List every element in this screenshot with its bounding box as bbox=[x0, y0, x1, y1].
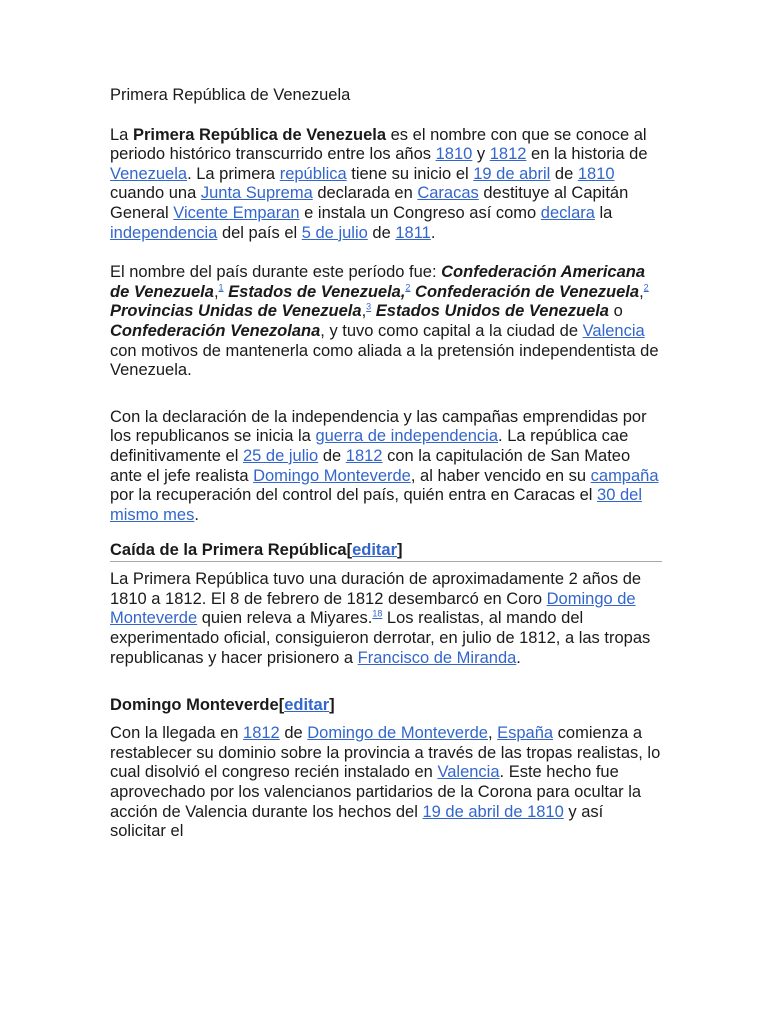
link-domingo-monteverde[interactable]: Domingo Monteverde bbox=[253, 466, 411, 485]
link-valencia[interactable]: Valencia bbox=[582, 321, 645, 340]
text: Con la declaración de la independencia y las campañas emprendidas por los republicanos se inicia la bbox=[110, 407, 647, 446]
text: declarada en bbox=[312, 184, 418, 203]
link-1812-third[interactable]: 1812 bbox=[243, 724, 280, 743]
document-body bbox=[110, 86, 662, 842]
names-paragraph bbox=[110, 263, 662, 381]
text: , al haber vencido en su bbox=[410, 466, 591, 485]
text: destituye al Capitán General bbox=[110, 184, 629, 222]
text: comienza a restablecer su dominio sobre la provincia a través de las tropas realistas, lo cual disolvió el congreso recién instalado en bbox=[110, 724, 661, 782]
text: El nombre del país durante este período fue: bbox=[110, 263, 442, 282]
text: Los realistas, al mando del experimentado oficial, consiguieron derrotar, en julio de 1812, a las tropas republicanas y hacer prisionero a bbox=[110, 609, 651, 667]
link-independencia[interactable]: independencia bbox=[110, 223, 218, 242]
article-subject: Primera República de Venezuela bbox=[132, 125, 387, 144]
link-guerra-de-independencia[interactable]: guerra de independencia bbox=[315, 427, 499, 446]
link-30-del-mismo-mes[interactable]: 30 del mismo mes bbox=[110, 486, 643, 524]
link-valencia-second[interactable]: Valencia bbox=[437, 763, 500, 782]
text: y así solicitar el bbox=[110, 802, 604, 841]
intro-paragraph bbox=[110, 126, 662, 244]
country-name: Confederación Americana de Venezuela bbox=[110, 263, 646, 301]
link-1810[interactable]: 1810 bbox=[435, 145, 473, 164]
text: del país el bbox=[217, 223, 302, 242]
text: y bbox=[472, 145, 490, 164]
edit-bracket-close: ] bbox=[329, 696, 335, 715]
link-19-de-abril[interactable]: 19 de abril bbox=[473, 164, 551, 183]
country-name: Provincias Unidas de Venezuela bbox=[110, 302, 362, 321]
section-heading-caida bbox=[110, 540, 662, 562]
text: e instala un Congreso así como bbox=[299, 203, 541, 222]
link-19-de-abril-de-1810[interactable]: 19 de abril de 1810 bbox=[422, 802, 564, 821]
link-domingo-de-monteverde[interactable]: Domingo de Monteverde bbox=[110, 589, 636, 628]
section-heading-text: Caída de la Primera República bbox=[110, 541, 347, 560]
link-espana[interactable]: España bbox=[497, 724, 554, 743]
independence-paragraph bbox=[110, 408, 662, 526]
footnote-ref-2b[interactable]: 2 bbox=[643, 282, 649, 293]
link-1810-second[interactable]: 1810 bbox=[577, 164, 615, 183]
country-name: Estados de Venezuela, bbox=[223, 282, 406, 301]
text: de bbox=[550, 164, 578, 183]
link-venezuela[interactable]: Venezuela bbox=[110, 164, 188, 183]
text: . bbox=[516, 648, 521, 667]
link-25-de-julio[interactable]: 25 de julio bbox=[243, 446, 319, 465]
section-heading-monteverde bbox=[110, 695, 662, 716]
footnote-ref-3[interactable]: 3 bbox=[366, 301, 372, 312]
footnote-ref-2[interactable]: 2 bbox=[405, 282, 411, 293]
text: . bbox=[194, 505, 199, 524]
text: , bbox=[361, 302, 367, 321]
text: la bbox=[594, 203, 613, 222]
link-domingo-de-monteverde-second[interactable]: Domingo de Monteverde bbox=[307, 724, 488, 743]
link-campana[interactable]: campaña bbox=[590, 466, 659, 485]
country-name: Confederación Venezolana bbox=[110, 321, 321, 340]
footnote-ref-1[interactable]: 1 bbox=[218, 282, 224, 293]
edit-bracket-open: [ bbox=[346, 541, 353, 560]
text: , y tuvo como capital a la ciudad de bbox=[320, 321, 583, 340]
link-republica[interactable]: república bbox=[279, 164, 347, 183]
text: . La república cae definitivamente el bbox=[110, 427, 629, 465]
text: . bbox=[430, 223, 436, 242]
link-vicente-emparan[interactable]: Vicente Emparan bbox=[173, 203, 300, 222]
section-heading-text: Domingo Monteverde bbox=[110, 696, 279, 715]
text: quien releva a Miyares. bbox=[197, 609, 373, 628]
text: , bbox=[213, 282, 219, 301]
text: por la recuperación del control del país, quién entra en Caracas el bbox=[110, 486, 598, 505]
text: , bbox=[639, 282, 644, 301]
country-name: Confederación de Venezuela bbox=[410, 282, 640, 301]
text: de bbox=[279, 724, 308, 743]
text: con motivos de mantenerla como aliada a la pretensión independentista de Venezuela. bbox=[110, 341, 659, 380]
text: tiene su inicio el bbox=[346, 164, 474, 183]
edit-link-caida[interactable]: editar bbox=[352, 541, 398, 560]
caida-paragraph bbox=[110, 570, 662, 668]
text: de bbox=[367, 223, 396, 242]
text: . Este hecho fue aprovechado por los valencianos partidarios de la Corona para ocultar la acción de Valencia durante los hechos del bbox=[110, 763, 642, 821]
text: La Primera República tuvo una duración de aproximadamente 2 años de 1810 a 1812. El 8 de febrero de 1812 desembarcó en Coro bbox=[110, 570, 642, 608]
text: con la capitulación de San Mateo ante el jefe realista bbox=[110, 446, 631, 485]
link-5-de-julio[interactable]: 5 de julio bbox=[301, 223, 368, 242]
text: en la historia de bbox=[526, 145, 648, 164]
edit-bracket-close: ] bbox=[397, 541, 403, 560]
country-name: Estados Unidos de Venezuela bbox=[371, 302, 609, 321]
link-1812-second[interactable]: 1812 bbox=[345, 446, 383, 465]
text: Con la llegada en bbox=[110, 724, 244, 743]
text: es el nombre con que se conoce al periodo histórico transcurrido entre los años bbox=[110, 125, 647, 164]
text: cuando una bbox=[110, 184, 201, 203]
monteverde-paragraph bbox=[110, 724, 662, 842]
document-title: Primera República de Venezuela bbox=[110, 86, 351, 104]
text: de bbox=[318, 446, 346, 465]
text: , bbox=[487, 724, 498, 743]
link-junta-suprema[interactable]: Junta Suprema bbox=[200, 184, 313, 203]
link-francisco-de-miranda[interactable]: Francisco de Miranda bbox=[357, 648, 517, 667]
text: . La primera bbox=[187, 164, 280, 183]
footnote-ref-18[interactable]: 18 bbox=[372, 608, 383, 619]
link-1812[interactable]: 1812 bbox=[489, 145, 527, 164]
text: La bbox=[110, 125, 133, 144]
link-declara[interactable]: declara bbox=[540, 203, 595, 222]
edit-bracket-open: [ bbox=[278, 696, 285, 715]
edit-link-monteverde[interactable]: editar bbox=[284, 696, 330, 715]
link-caracas[interactable]: Caracas bbox=[417, 184, 479, 203]
text: o bbox=[608, 302, 623, 321]
link-1811[interactable]: 1811 bbox=[395, 223, 431, 242]
